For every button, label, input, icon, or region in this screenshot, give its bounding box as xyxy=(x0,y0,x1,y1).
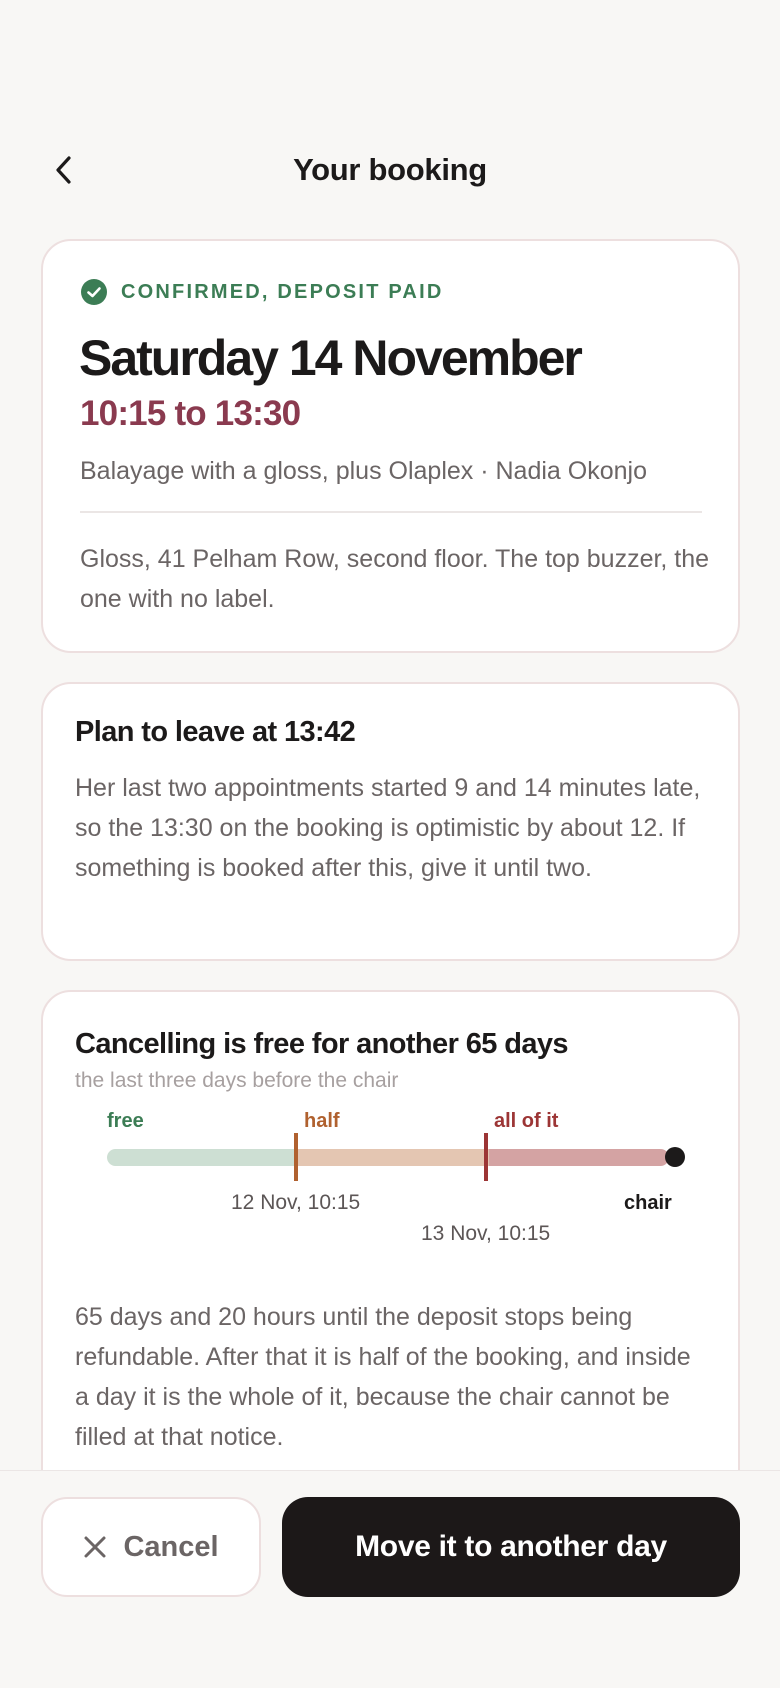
phase-label-half: half xyxy=(304,1110,340,1132)
check-circle-icon xyxy=(81,279,107,305)
page-title: Your booking xyxy=(293,152,487,187)
booking-summary-card xyxy=(41,239,740,653)
booking-date: Saturday 14 November xyxy=(79,330,581,386)
close-icon xyxy=(83,1535,107,1559)
leave-body: Her last two appointments started 9 and 14 minutes late, so the 13:30 on the booking is optimistic by about 12. If something is booked after this, give it until two. xyxy=(75,774,701,882)
marker-date-2: 13 Nov, 10:15 xyxy=(421,1222,551,1245)
cancellation-subline: the last three days before the chair xyxy=(75,1069,399,1092)
phase-label-all: all of it xyxy=(494,1110,559,1132)
action-bar xyxy=(0,1470,780,1688)
cancellation-timeline xyxy=(43,992,742,1252)
leave-time-card xyxy=(41,682,740,961)
cancellation-heading: Cancelling is free for another 65 days xyxy=(75,1028,568,1060)
phase-bar-free xyxy=(107,1149,301,1166)
divider xyxy=(80,511,702,513)
chair-label: chair xyxy=(624,1192,672,1214)
phase-bar-all xyxy=(489,1149,669,1166)
phase-bar-half xyxy=(297,1149,489,1166)
marker-date-1: 12 Nov, 10:15 xyxy=(231,1191,361,1214)
cancellation-card xyxy=(41,990,740,1510)
cancellation-body: 65 days and 20 hours until the deposit stops being refundable. After that it is half of the booking, and inside a day it is the whole of it, because the chair cannot be filled at that notice. xyxy=(75,1303,691,1451)
chair-marker xyxy=(665,1147,685,1167)
header xyxy=(0,140,780,200)
phase-label-free: free xyxy=(107,1110,144,1132)
leave-heading: Plan to leave at 13:42 xyxy=(75,716,356,748)
marker-tick-2 xyxy=(484,1133,488,1181)
cancel-button[interactable] xyxy=(41,1497,261,1597)
status-badge xyxy=(81,279,443,305)
move-booking-button[interactable]: Move it to another day xyxy=(282,1497,740,1597)
status-text: CONFIRMED, DEPOSIT PAID xyxy=(121,280,444,303)
booking-service: Balayage with a gloss, plus Olaplex · Nadia Okonjo xyxy=(80,457,647,485)
booking-address: Gloss, 41 Pelham Row, second floor. The top buzzer, the one with no label. xyxy=(80,545,710,613)
marker-tick-1 xyxy=(294,1133,298,1181)
booking-time: 10:15 to 13:30 xyxy=(80,394,301,433)
cancel-label: Cancel xyxy=(123,1530,219,1563)
